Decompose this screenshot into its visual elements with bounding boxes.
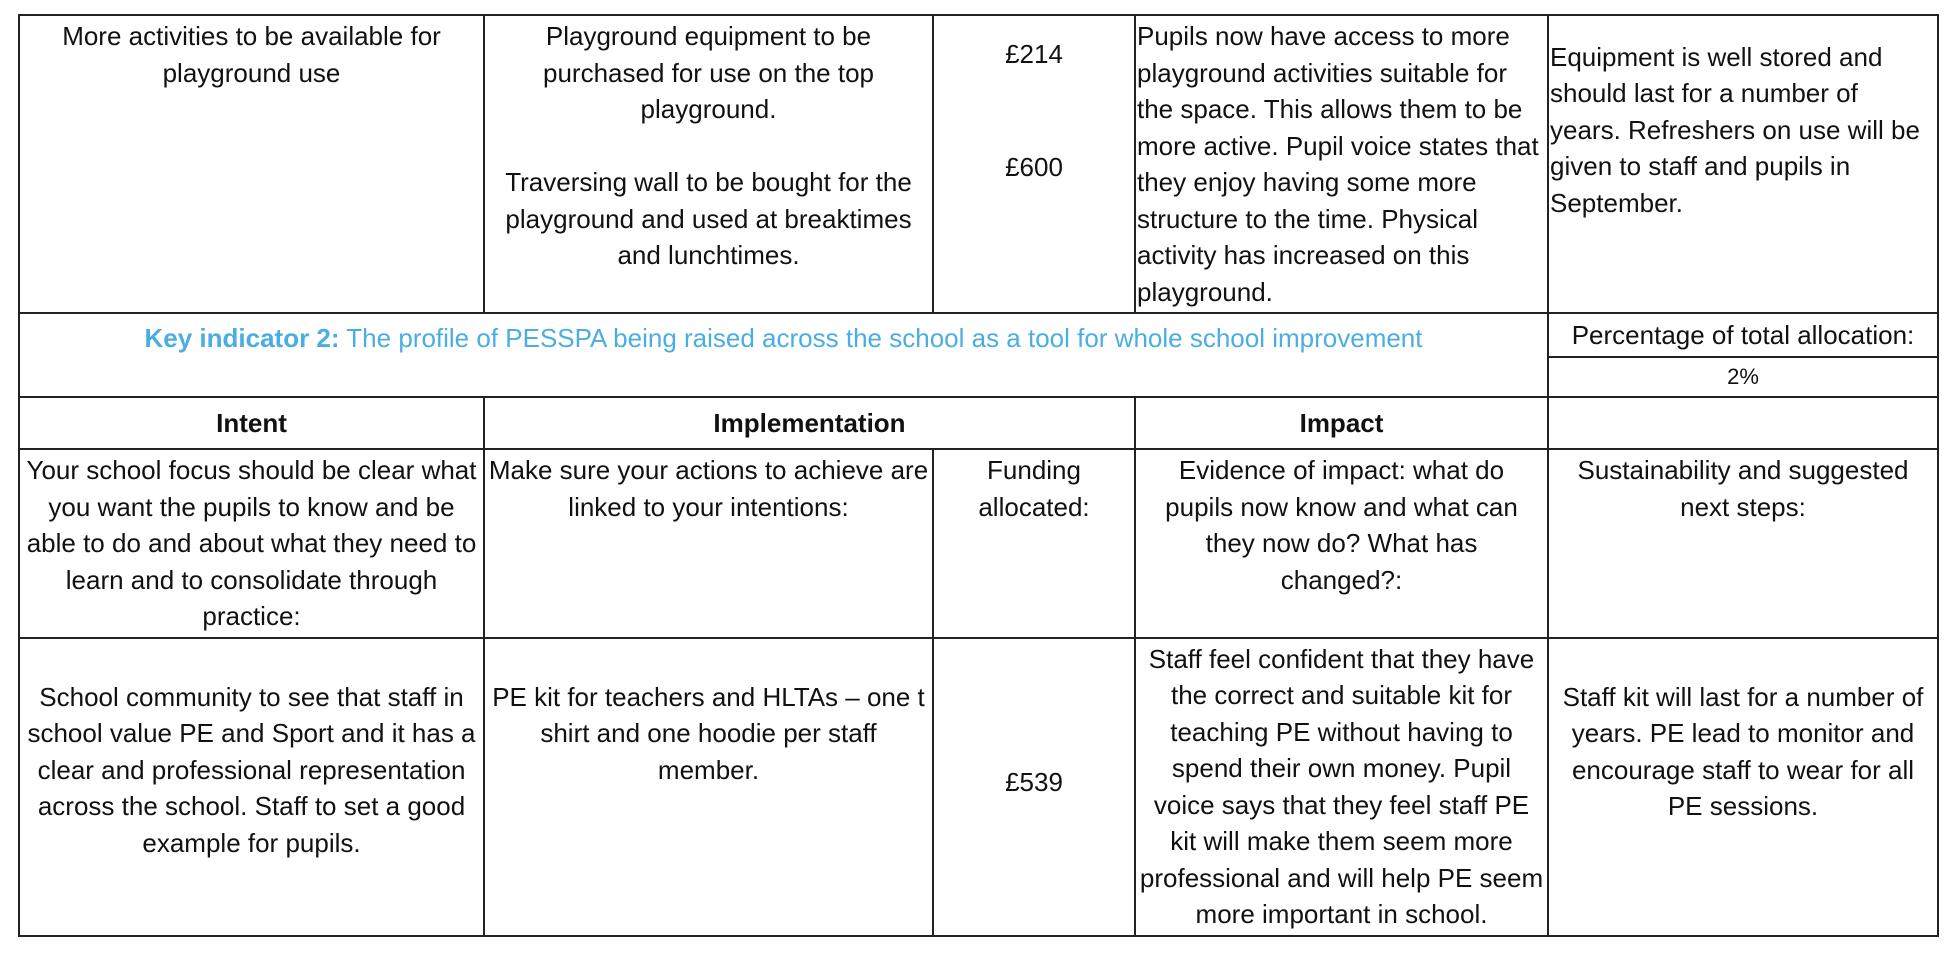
percentage-value — [1548, 357, 1938, 397]
subheader-sustainability — [1548, 449, 1938, 638]
sustainability-cell — [1548, 15, 1938, 313]
impact-text: Staff feel confident that they have the correct and suitable kit for teaching PE without having to spend their own money. Pupil voice says that they feel staff PE kit will make them seem more professional and will help PE seem more important in school. — [1139, 643, 1544, 929]
header-impact-text: Impact — [1299, 407, 1384, 438]
subheader-impact-text: Evidence of impact: what do pupils now know and what can they now do? What has changed?: — [1165, 455, 1518, 595]
subheader-funding — [933, 449, 1135, 638]
implementation-item: Playground equipment to be purchased for use on the top playground. — [542, 21, 874, 124]
funding-cell — [933, 638, 1135, 936]
header-empty — [1548, 397, 1938, 449]
funding-table — [18, 14, 1939, 937]
implementation-cell — [484, 15, 933, 313]
intent-text: More activities to be available for playground use — [62, 21, 441, 88]
intent-cell — [19, 15, 484, 313]
subheader-intent — [19, 449, 484, 638]
subheader-funding-text: Funding allocated: — [978, 455, 1090, 522]
impact-cell — [1135, 638, 1548, 936]
implementation-cell — [484, 638, 933, 936]
subheader-implementation — [484, 449, 933, 638]
header-impact — [1135, 397, 1548, 449]
header-intent-text: Intent — [216, 407, 287, 438]
intent-text: School community to see that staff in school value PE and Sport and it has a clear and professional representation across the school. Staff to set a good example for pupils. — [27, 681, 476, 858]
table-row — [19, 638, 1938, 936]
implementation-item: Traversing wall to be bought for the playground and used at breaktimes and lunchtimes. — [505, 167, 912, 270]
table-row — [19, 313, 1938, 357]
intent-cell — [19, 638, 484, 936]
percentage-label-text: Percentage of total allocation: — [1571, 319, 1915, 350]
implementation-text: PE kit for teachers and HLTAs – one t shirt and one hoodie per staff member. — [492, 681, 925, 785]
key-indicator-text: The profile of PESSPA being raised across the school as a tool for whole school improvement — [339, 322, 1423, 353]
subheader-impact — [1135, 449, 1548, 638]
funding-cell — [933, 15, 1135, 313]
subheader-implementation-text: Make sure your actions to achieve are linked to your intentions: — [488, 455, 929, 522]
subheader-sustainability-text: Sustainability and suggested next steps: — [1577, 455, 1909, 522]
header-implementation-text: Implementation — [713, 407, 906, 438]
sustainability-text: Staff kit will last for a number of years. PE lead to monitor and encourage staff to wear for all PE sessions. — [1562, 681, 1924, 821]
header-intent — [19, 397, 484, 449]
percentage-value-text: 2% — [1727, 364, 1759, 389]
funding-amount: £600 — [1005, 151, 1063, 182]
key-indicator-label: Key indicator 2: — [144, 322, 340, 353]
percentage-label — [1548, 313, 1938, 357]
impact-text: Pupils now have access to more playground activities suitable for the space. This allows them to be more active. Pupil voice states that they enjoy having some more structure to the time. Physical activity has increased on this playground. — [1137, 21, 1539, 307]
header-implementation — [484, 397, 1135, 449]
sustainability-cell — [1548, 638, 1938, 936]
sustainability-text: Equipment is well stored and should last for a number of years. Refreshers on use will be given to staff and pupils in September. — [1550, 41, 1920, 218]
funding-amount: £539 — [1005, 767, 1063, 798]
funding-amount: £214 — [1005, 39, 1063, 69]
table-row — [19, 15, 1938, 313]
key-indicator-heading — [19, 313, 1548, 397]
table-row — [19, 397, 1938, 449]
subheader-intent-text: Your school focus should be clear what you want the pupils to know and be able to do and about what they need to learn and to consolidate through practice: — [26, 455, 477, 631]
table-row — [19, 449, 1938, 638]
impact-cell — [1135, 15, 1548, 313]
